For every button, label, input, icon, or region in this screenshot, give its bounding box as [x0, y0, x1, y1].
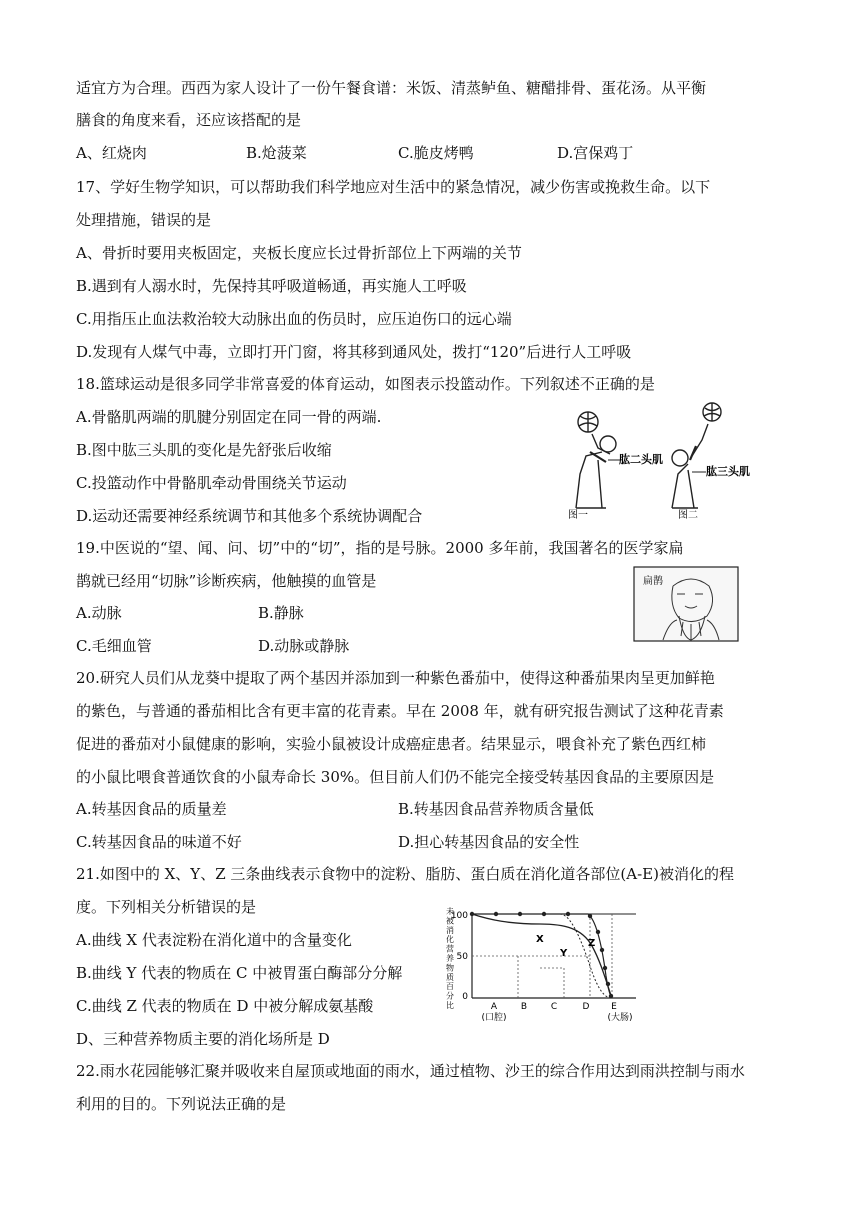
q21-stem-line-1: 21.如图中的 X、Y、Z 三条曲线表示食物中的淀粉、脂肪、蛋白质在消化道各部位(A-E)被消化的程: [76, 865, 734, 883]
y-axis-label-char: 被: [446, 916, 454, 926]
q16-option-d: D.宫保鸡丁: [557, 144, 634, 162]
x-tick-a: A: [490, 1002, 498, 1012]
digestion-chart-svg: [440, 906, 740, 1024]
q19-stem-line-2: 鹊就已经用“切脉”诊断疾病，他触摸的血管是: [76, 572, 377, 590]
q20-option-c: C.转基因食品的味道不好: [76, 833, 242, 851]
q19-option-b: B.静脉: [258, 604, 304, 622]
q21-option-b: B.曲线 Y 代表的物质在 C 中被胃蛋白酶部分分解: [76, 964, 403, 982]
basketball-shooting-figure: [562, 400, 782, 522]
q17-stem-line-1: 17、学好生物学知识，可以帮助我们科学地应对生活中的紧急情况，减少伤害或挽救生命。以下: [76, 178, 711, 196]
q21-stem-line-2: 度。下列相关分析错误的是: [76, 898, 257, 916]
q22-stem-line-2: 利用的目的。下列说法正确的是: [76, 1095, 287, 1113]
x-tick-b: B: [520, 1002, 528, 1012]
bianque-portrait-drawing: [633, 566, 739, 642]
y-axis-label-char: 百: [446, 982, 454, 992]
q22-stem-line-1: 22.雨水花园能够汇聚并吸收来自屋顶或地面的雨水，通过植物、沙王的综合作用达到雨洪控制与雨水: [76, 1062, 745, 1080]
q16-text-line-2: 膳食的角度来看，还应该搭配的是: [76, 111, 302, 129]
basketball-shooting-drawing: [562, 400, 782, 522]
y-axis-label-char: 比: [446, 1001, 454, 1010]
q21-option-c: C.曲线 Z 代表的物质在 D 中被分解成氨基酸: [76, 997, 374, 1015]
curve-z-markers: [470, 912, 613, 998]
y-axis-label-char: 消: [446, 925, 454, 935]
q19-option-d: D.动脉或静脉: [258, 637, 350, 655]
y-axis-label-char: 分: [446, 991, 454, 1001]
x-note-mouth: (口腔): [481, 1013, 507, 1023]
q20-option-d: D.担心转基因食品的安全性: [398, 833, 580, 851]
y-axis-label-char: 未: [446, 907, 454, 916]
q16-text-line-1: 适宜方为合理。西西为家人设计了一份午餐食谱：米饭、清蒸鲈鱼、糖醋排骨、蛋花汤。从平衡: [76, 79, 707, 97]
q18-option-c: C.投篮动作中骨骼肌牵动骨围绕关节运动: [76, 474, 347, 492]
q16-option-c: C.脆皮烤鸭: [398, 144, 474, 162]
q19-option-a: A.动脉: [76, 604, 122, 622]
q16-option-a: A、红烧肉: [76, 144, 147, 162]
q17-stem-line-2: 处理措施，错误的是: [76, 211, 212, 229]
y-tick-100: 100: [450, 911, 468, 921]
q21-option-d: D、三种营养物质主要的消化场所是 D: [76, 1030, 330, 1048]
chart-y-axis-label: [446, 906, 454, 1010]
q21-option-a: A.曲线 X 代表淀粉在消化道中的含量变化: [76, 931, 352, 949]
figure-one-caption: 图一: [568, 510, 588, 521]
q18-option-d: D.运动还需要神经系统调节和其他多个系统协调配合: [76, 507, 423, 525]
x-tick-c: C: [550, 1002, 558, 1012]
y-axis-label-char: 养: [446, 954, 454, 963]
bianque-portrait: [633, 566, 739, 642]
y-axis-label-char: 质: [446, 972, 454, 982]
q20-option-b: B.转基因食品营养物质含量低: [398, 800, 594, 818]
q19-option-c: C.毛细血管: [76, 637, 152, 655]
q20-text-line-1: 20.研究人员们从龙葵中提取了两个基因并添加到一种紫色番茄中，使得这种番茄果肉呈更加鲜艳: [76, 669, 715, 687]
series-label-x: X: [536, 934, 544, 945]
q16-option-b: B.炝菠菜: [246, 144, 307, 162]
series-label-z: Z: [588, 938, 596, 949]
q17-option-d: D.发现有人煤气中毒，立即打开门窗，将其移到通风处，拨打“120”后进行人工呼吸: [76, 343, 632, 361]
q20-option-a: A.转基因食品的质量差: [76, 800, 227, 818]
portrait-seal-text: 扁鹊: [643, 576, 663, 587]
y-axis-label-char: 化: [446, 935, 454, 945]
q18-stem: 18.篮球运动是很多同学非常喜爱的体育运动，如图表示投篮动作。下列叙述不正确的是: [76, 375, 655, 393]
figure-two-caption: 图二: [678, 510, 698, 521]
y-axis-label-char: 物: [446, 963, 454, 973]
q20-text-line-2: 的紫色，与普通的番茄相比含有更丰富的花青素。早在 2008 年，就有研究报告测试了这种花青素: [76, 702, 724, 720]
q18-option-b: B.图中肱三头肌的变化是先舒张后收缩: [76, 441, 332, 459]
digestion-chart: [440, 906, 740, 1024]
y-tick-50: 50: [456, 952, 468, 962]
x-note-large-intestine: (大肠): [607, 1013, 633, 1023]
q17-option-b: B.遇到有人溺水时，先保持其呼吸道畅通，再实施人工呼吸: [76, 277, 467, 295]
biceps-label: 肱二头肌: [619, 453, 663, 466]
x-tick-d: D: [582, 1002, 590, 1012]
y-axis-label-char: 营: [446, 944, 454, 954]
x-tick-e: E: [611, 1002, 617, 1012]
q19-stem-line-1: 19.中医说的“望、闻、问、切”中的“切”，指的是号脉。2000 多年前，我国著名的医学家扁: [76, 539, 684, 557]
q20-text-line-3: 促进的番茄对小鼠健康的影响，实验小鼠被设计成癌症患者。结果显示，喂食补充了紫色西红柿: [76, 735, 707, 753]
triceps-label: 肱三头肌: [706, 465, 750, 478]
q17-option-a: A、骨折时要用夹板固定，夹板长度应长过骨折部位上下两端的关节: [76, 244, 522, 262]
q17-option-c: C.用指压止血法救治较大动脉出血的伤员时，应压迫伤口的远心端: [76, 310, 512, 328]
q20-text-line-4: 的小鼠比喂食普通饮食的小鼠寿命长 30%。但目前人们仍不能完全接受转基因食品的主要原因是: [76, 768, 715, 786]
q18-option-a: A.骨骼肌两端的肌腱分别固定在同一骨的两端.: [76, 408, 382, 426]
y-tick-0: 0: [462, 992, 468, 1002]
series-label-y: Y: [560, 948, 568, 959]
